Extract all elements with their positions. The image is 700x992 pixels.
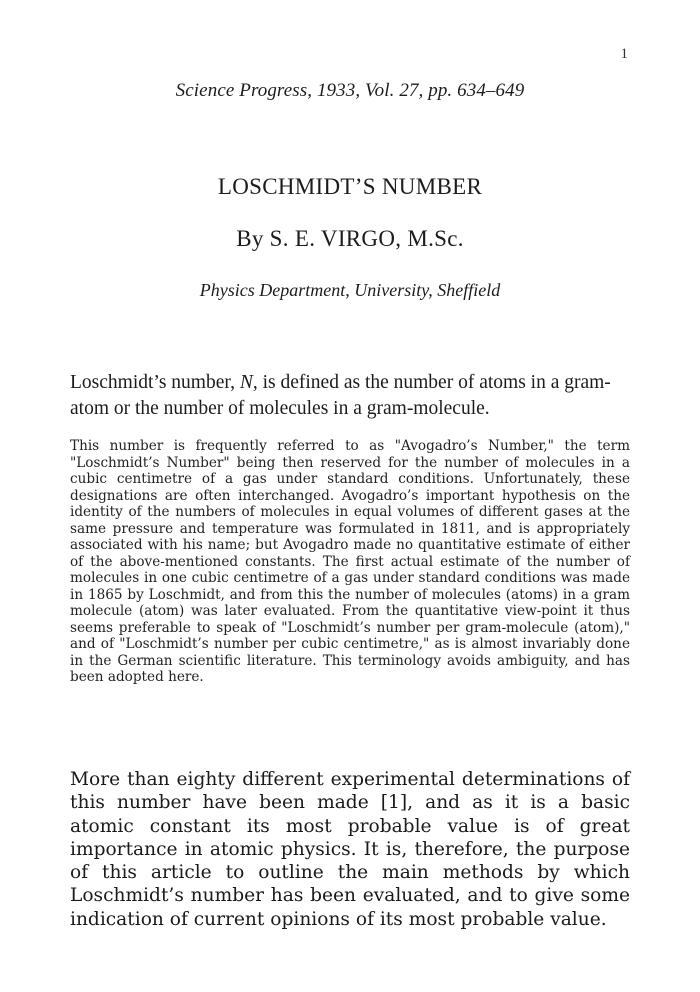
body-paragraph-purpose: More than eighty different experimental determinations of this number have been made [1], and as it is a basic atomic constant its most probable value is of great importance in atomic physics. It is, therefore, the purpose of this article to outline the main methods by which Loschmidt’s number has been evaluated, and to give some indication of current opinions of its most probable value.: [70, 769, 630, 930]
lead-symbol: N: [239, 372, 253, 393]
journal-citation: Science Progress, 1933, Vol. 27, pp. 634–649: [175, 80, 525, 101]
author-affiliation: Physics Department, University, Sheffield: [199, 280, 501, 300]
body-paragraph-terminology: This number is frequently referred to as "Avogadro’s Number," the term "Loschmidt’s Number" being then reserved for the number of molecules in a cubic centimetre of a gas under standard conditions. Unfortunately, these designations are often interchanged. Avogadro’s important hypothesis on the identity of the numbers of molecules in equal volumes of different gases at the same pressure and temperature was formulated in 1811, and is appropriately associated with his name; but Avogadro made no quantitative estimate of either of the above-mentioned constants. The first actual estimate of the number of molecules in one cubic centimetre of a gas under standard conditions was made in 1865 by Loschmidt, and from this the number of molecules (atoms) in a gram molecule (atom) was later evaluated. From the quantitative view-point it thus seems preferable to speak of "Loschmidt’s number per gram-molecule (atom)," and of "Loschmidt’s number per cubic centimetre," as is almost invariably done in the German scientific literature. This terminology avoids ambiguity, and has been adopted here.: [70, 438, 630, 685]
lead-text-start: Loschmidt’s number,: [70, 372, 240, 393]
lead-paragraph: [70, 370, 630, 422]
article-author: By S. E. VIRGO, M.Sc.: [236, 226, 464, 251]
lead-text-end: , is defined as the number of atoms in a gram-atom or the number of molecules in a gram-molecule.: [70, 372, 611, 419]
page-number: 1: [620, 46, 628, 62]
article-title: LOSCHMIDT’S NUMBER: [217, 174, 483, 199]
